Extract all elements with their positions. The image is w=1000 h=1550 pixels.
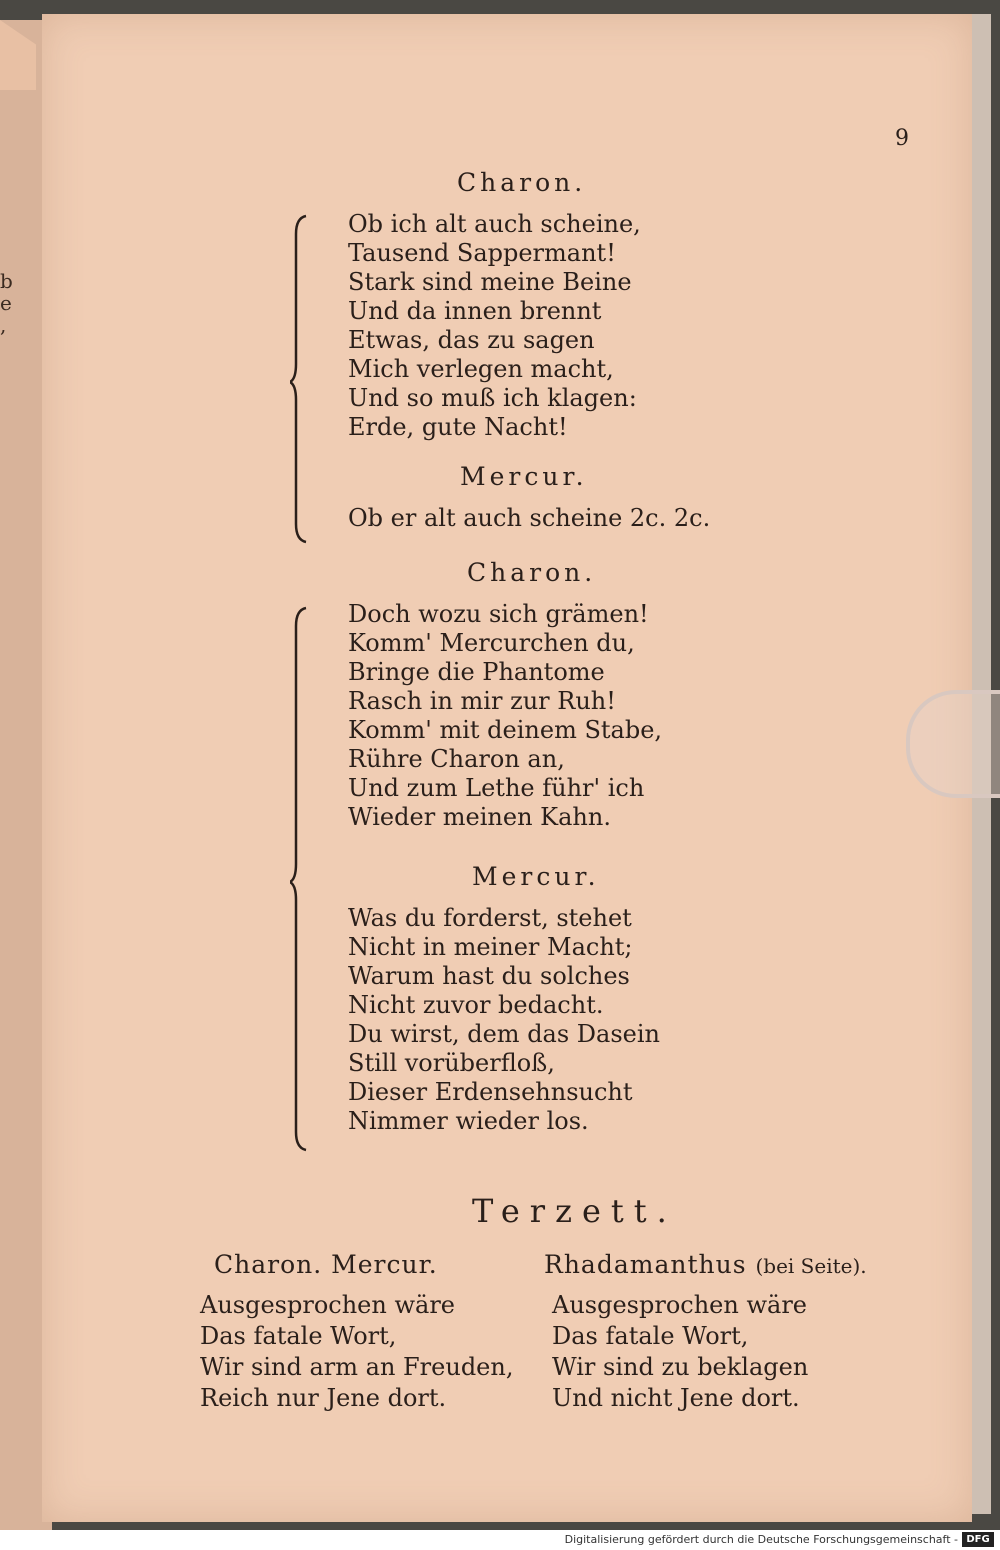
page-number: 9 xyxy=(895,126,909,151)
verse-line: Wir sind arm an Freuden, xyxy=(200,1353,514,1381)
brace-1 xyxy=(290,214,310,544)
verse-line: Du wirst, dem das Dasein xyxy=(348,1020,661,1048)
right-heading-note: (bei Seite). xyxy=(755,1254,867,1278)
left-margin-marks xyxy=(0,270,13,336)
verse-line: Erde, gute Nacht! xyxy=(348,413,568,441)
verse-line: Nicht in meiner Macht; xyxy=(348,933,633,961)
terzett-right-verse xyxy=(552,1290,808,1414)
brace-2 xyxy=(290,606,310,1152)
verse-line: Warum hast du solches xyxy=(348,962,630,990)
verse-line: Komm' Mercurchen du, xyxy=(348,629,635,657)
verse-block xyxy=(348,210,641,442)
verse-line: Doch wozu sich grämen! xyxy=(348,600,649,628)
paper-clip xyxy=(906,690,1000,798)
verse-line: Das fatale Wort, xyxy=(552,1322,749,1350)
right-heading-name: Rhadamanthus xyxy=(544,1250,747,1279)
verse-line: Und zum Lethe führ' ich xyxy=(348,774,645,802)
margin-mark: , xyxy=(0,313,7,337)
terzett-title: Terzett. xyxy=(472,1192,677,1230)
speaker-heading: Charon. xyxy=(457,168,587,197)
margin-mark: e xyxy=(0,291,12,315)
verse-line: Stark sind meine Beine xyxy=(348,268,632,296)
verse-line: Nimmer wieder los. xyxy=(348,1107,589,1135)
verse-line: Reich nur Jene dort. xyxy=(200,1384,447,1412)
verse-line: Wir sind zu beklagen xyxy=(552,1353,809,1381)
terzett-right-heading xyxy=(544,1250,867,1279)
terzett-left-heading: Charon. Mercur. xyxy=(214,1250,438,1279)
verse-line: Und da innen brennt xyxy=(348,297,602,325)
verse-line: Rasch in mir zur Ruh! xyxy=(348,687,616,715)
verse-line: Komm' mit deinem Stabe, xyxy=(348,716,663,744)
verse-line: Ob er alt auch scheine 2c. 2c. xyxy=(348,504,711,532)
verse-line: Etwas, das zu sagen xyxy=(348,326,595,354)
verse-block xyxy=(348,600,662,832)
verse-line: Mich verlegen macht, xyxy=(348,355,614,383)
book-page xyxy=(42,14,972,1522)
verse-block xyxy=(348,504,710,533)
terzett-left-verse xyxy=(200,1290,513,1414)
verse-line: Ausgesprochen wäre xyxy=(552,1291,807,1319)
verse-line: Tausend Sappermant! xyxy=(348,239,616,267)
verse-line: Ausgesprochen wäre xyxy=(200,1291,455,1319)
verse-line: Rühre Charon an, xyxy=(348,745,565,773)
verse-line: Und so muß ich klagen: xyxy=(348,384,637,412)
verse-line: Wieder meinen Kahn. xyxy=(348,803,611,831)
footer-bar xyxy=(0,1530,1000,1550)
verse-line: Das fatale Wort, xyxy=(200,1322,397,1350)
verse-line: Nicht zuvor bedacht. xyxy=(348,991,604,1019)
speaker-heading: Mercur. xyxy=(460,462,588,491)
verse-line: Ob ich alt auch scheine, xyxy=(348,210,641,238)
verse-line: Still vorüberfloß, xyxy=(348,1049,555,1077)
speaker-heading: Mercur. xyxy=(472,862,600,891)
verse-line: Bringe die Phantome xyxy=(348,658,605,686)
dfg-logo: DFG xyxy=(962,1532,994,1547)
verse-line: Dieser Erdensehnsucht xyxy=(348,1078,633,1106)
margin-mark: b xyxy=(0,269,13,293)
funding-credit: Digitalisierung gefördert durch die Deutsche Forschungsgemeinschaft - xyxy=(564,1533,958,1546)
verse-line: Was du forderst, stehet xyxy=(348,904,632,932)
verse-block xyxy=(348,904,660,1136)
verse-line: Und nicht Jene dort. xyxy=(552,1384,800,1412)
speaker-heading: Charon. xyxy=(467,558,597,587)
